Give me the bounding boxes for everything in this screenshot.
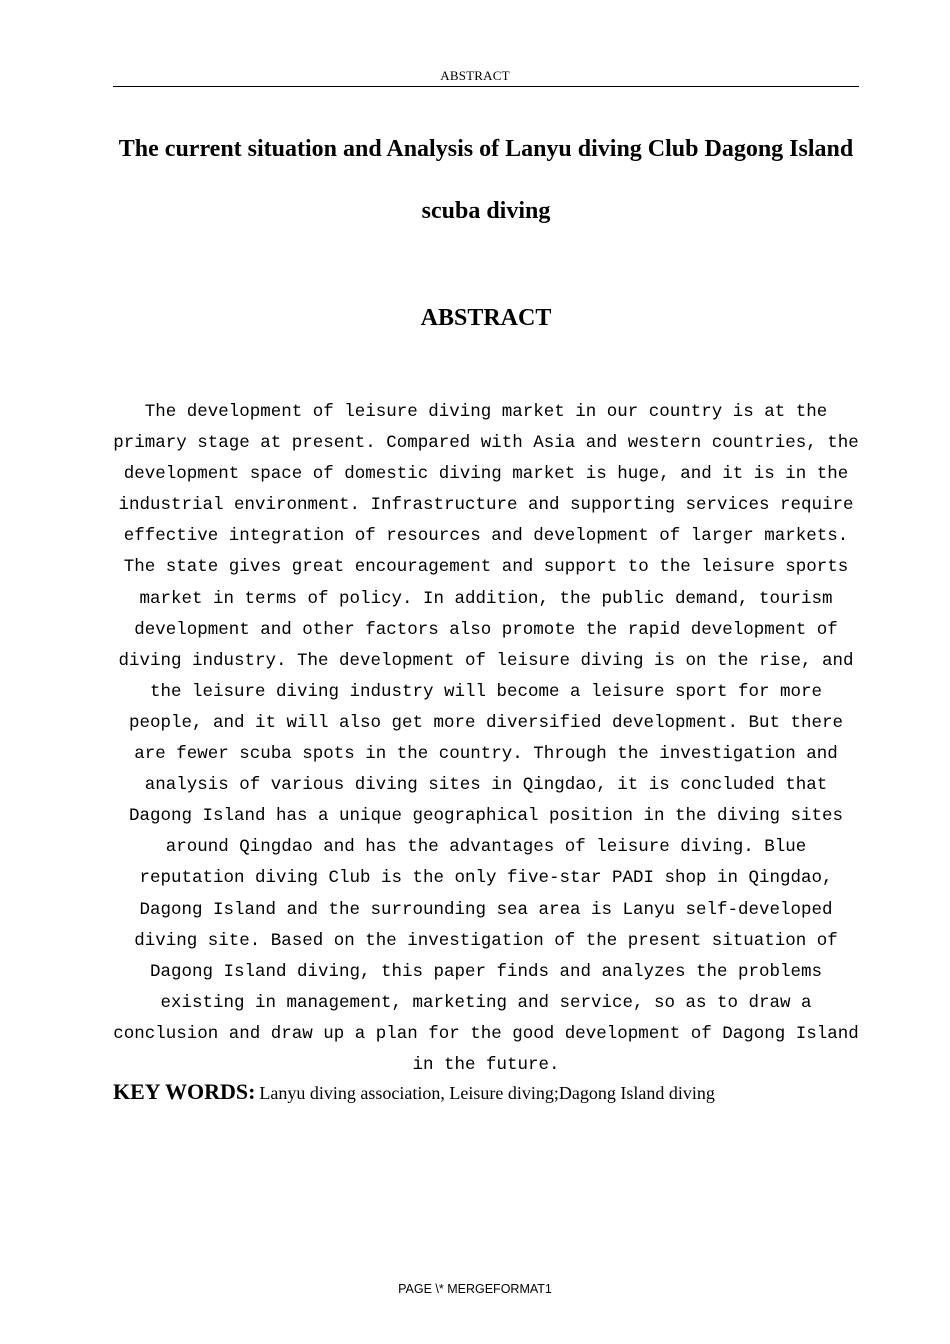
page-number-field: PAGE \* MERGEFORMAT1	[398, 1282, 552, 1296]
keywords-label: KEY WORDS:	[113, 1079, 256, 1104]
abstract-body: The development of leisure diving market in our country is at the primary stage at present. Compared with Asia and western countries, the development space of domestic diving market is huge, and it is in the industrial environment. Infrastructure and supporting services require effective integration of resources and development of larger markets. The state gives great encouragement and support to the leisure sports market in terms of policy. In addition, the public demand, tourism development and other factors also promote the rapid development of diving industry. The development of leisure diving is on the rise, and the leisure diving industry will become a leisure sport for more people, and it will also get more diversified development. But there are fewer scuba spots in the country. Through the investigation and analysis of various diving sites in Qingdao, it is concluded that Dagong Island has a unique geographical position in the diving sites around Qingdao and has the advantages of leisure diving. Blue reputation diving Club is the only five-star PADI shop in Qingdao, Dagong Island and the surrounding sea area is Lanyu self-developed diving site. Based on the investigation of the present situation of Dagong Island diving, this paper finds and analyzes the problems existing in management, marketing and service, so as to draw a conclusion and draw up a plan for the good development of Dagong Island in the future.	[113, 402, 859, 1075]
paper-title: The current situation and Analysis of Lanyu diving Club Dagong Island scuba diving	[118, 136, 854, 224]
keywords-line	[113, 1079, 859, 1105]
abstract-heading: ABSTRACT	[420, 305, 552, 331]
keywords-value: Lanyu diving association, Leisure diving;Dagong Island diving	[259, 1083, 715, 1103]
header-rule	[113, 86, 859, 87]
running-header: ABSTRACT	[440, 68, 510, 83]
